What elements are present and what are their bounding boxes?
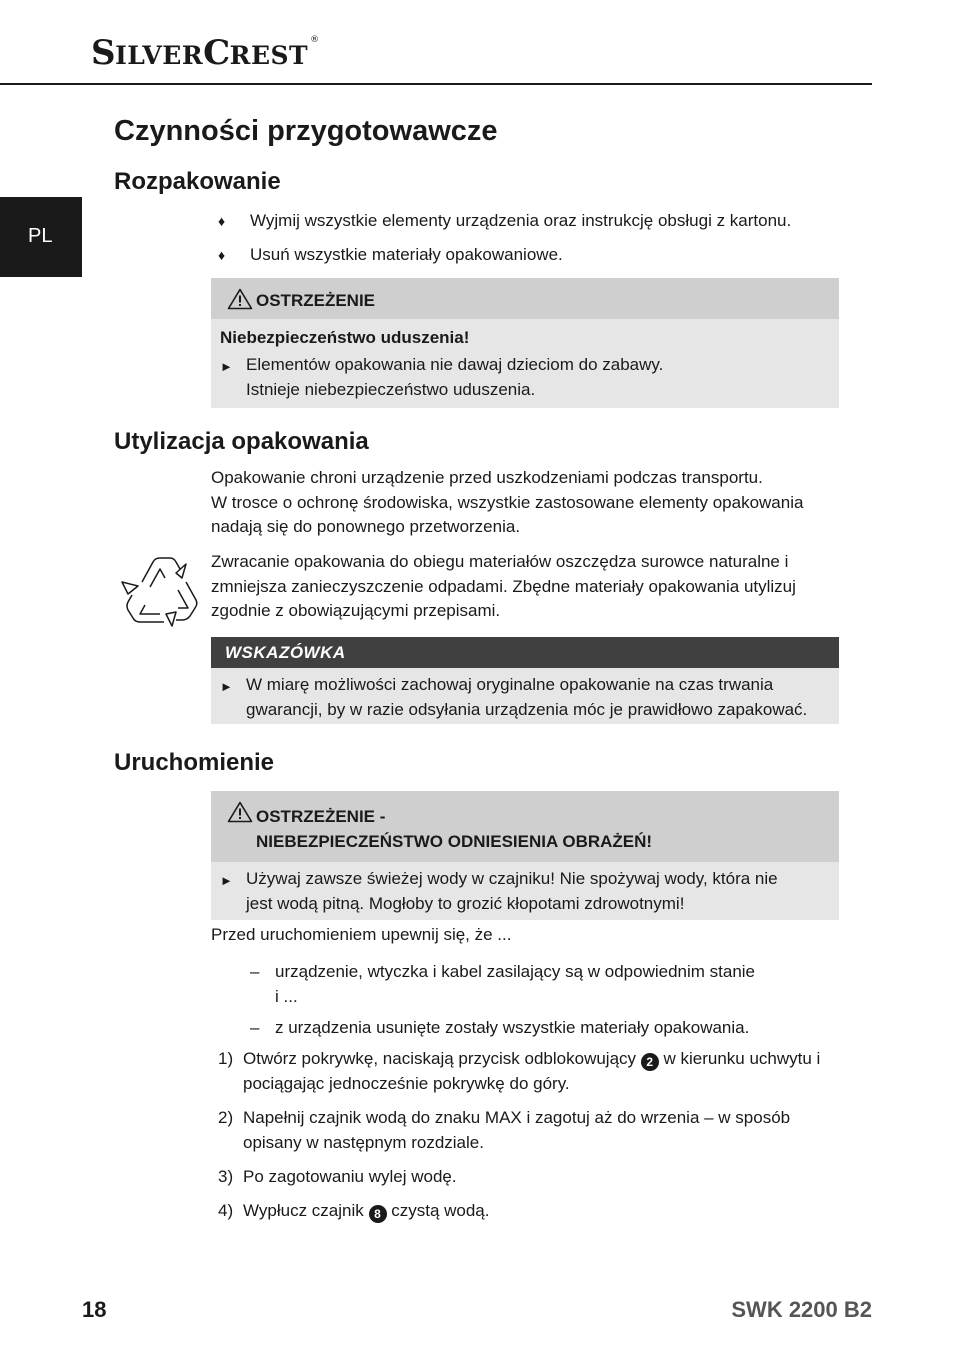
paragraph-line: Opakowanie chroni urządzenie przed uszkodzeniami podczas transportu. xyxy=(211,468,763,487)
step-item xyxy=(218,1105,840,1155)
warning-triangle-icon xyxy=(227,801,253,823)
note-text: W miarę możliwości zachowaj oryginalne opakowanie na czas trwania xyxy=(246,675,774,694)
note-item xyxy=(220,672,829,722)
warning-item xyxy=(220,352,829,402)
warning-triangle-icon xyxy=(227,288,253,310)
warning-text: jest wodą pitną. Mogłoby to grozić kłopotami zdrowotnymi! xyxy=(246,894,685,913)
dash-mark: – xyxy=(250,1018,260,1037)
arrow-right-icon: ► xyxy=(220,679,233,694)
paragraph-line: Zwracanie opakowania do obiegu materiałów oszczędza surowce naturalne i xyxy=(211,552,789,571)
list-item-text: Wyjmij wszystkie elementy urządzenia oraz instrukcję obsługi z kartonu. xyxy=(250,211,792,230)
note-box-header: WSKAZÓWKA xyxy=(211,637,839,668)
recycle-icon xyxy=(120,552,204,630)
step-text: Napełnij czajnik wodą do znaku MAX i zagotuj aż do wrzenia – w sposób xyxy=(243,1108,791,1127)
section-heading-unpacking: Rozpakowanie xyxy=(114,168,281,195)
warning-box-body xyxy=(211,319,839,408)
step-number: 2) xyxy=(218,1108,234,1127)
checklist-text: urządzenie, wtyczka i kabel zasilający są w odpowiednim stanie xyxy=(275,962,756,981)
note-box xyxy=(211,637,839,724)
paragraph-line: zmniejsza zanieczyszczenie odpadami. Zbędne materiały opakowania utylizuj xyxy=(211,576,796,596)
logo-text: C xyxy=(203,33,230,73)
page-title: Czynności przygotowawcze xyxy=(114,115,498,147)
part-ref-badge: 2 xyxy=(641,1053,659,1071)
list-item xyxy=(218,245,563,265)
warning-box-header xyxy=(211,278,839,319)
logo-text: ILVER xyxy=(115,41,204,70)
language-tab xyxy=(0,197,82,277)
model-number: SWK 2200 B2 xyxy=(731,1297,872,1322)
bullet-diamond-icon: ♦ xyxy=(218,247,226,263)
warning-text: Istnieje niebezpieczeństwo uduszenia. xyxy=(246,380,536,399)
warning-label: OSTRZEŻENIE xyxy=(256,291,376,310)
checklist-text: z urządzenia usunięte zostały wszystkie materiały opakowania. xyxy=(275,1018,750,1037)
step-text: pociągając jednocześnie pokrywkę do góry. xyxy=(243,1074,570,1093)
step-number: 4) xyxy=(218,1201,234,1220)
warning-text: Używaj zawsze świeżej wody w czajniku! Nie spożywaj wody, która nie xyxy=(246,869,778,888)
silvercrest-logo xyxy=(91,33,319,73)
step-text: czystą wodą. xyxy=(386,1201,490,1220)
step-text: Po zagotowaniu wylej wodę. xyxy=(243,1167,457,1186)
checklist-item xyxy=(250,1015,810,1040)
step-text: w kierunku uchwytu i xyxy=(658,1049,821,1068)
paragraph-line: nadają się do ponownego przetworzenia. xyxy=(211,517,521,536)
logo-text: S xyxy=(91,33,116,73)
header-rule xyxy=(0,83,872,85)
step-number: 3) xyxy=(218,1167,234,1186)
warning-item xyxy=(220,866,829,916)
step-item xyxy=(218,1198,840,1223)
note-text: gwarancji, by w razie odsyłania urządzenia móc je prawidłowo zapakować. xyxy=(246,700,808,719)
disposal-paragraph-2 xyxy=(211,550,841,624)
warning-label: NIEBEZPIECZEŃSTWO ODNIESIENIA OBRAŻEŃ! xyxy=(256,832,653,851)
paragraph-line: zgodnie z obowiązującymi przepisami. xyxy=(211,601,501,620)
step-text: opisany w następnym rozdziale. xyxy=(243,1133,484,1152)
note-box-body xyxy=(211,668,839,724)
step-item xyxy=(218,1164,840,1189)
step-text: Otwórz pokrywkę, naciskają przycisk odblokowujący xyxy=(243,1049,641,1068)
list-item-text: Usuń wszystkie materiały opakowaniowe. xyxy=(250,245,563,264)
checklist-item xyxy=(250,959,810,1009)
paragraph-line: W trosce o ochronę środowiska, wszystkie zastosowane elementy opakowania xyxy=(211,492,804,512)
page-number: 18 xyxy=(82,1297,107,1322)
list-item xyxy=(218,211,791,231)
logo-text: REST xyxy=(229,41,309,70)
dash-mark: – xyxy=(250,962,260,981)
disposal-paragraph-1 xyxy=(211,466,841,540)
warning-box-suffocation xyxy=(211,278,839,408)
warning-text: Elementów opakowania nie dawaj dzieciom do zabawy. xyxy=(246,355,664,374)
step-number: 1) xyxy=(218,1049,234,1068)
arrow-right-icon: ► xyxy=(220,359,233,374)
warning-label: OSTRZEŻENIE - xyxy=(256,807,386,826)
section-heading-disposal: Utylizacja opakowania xyxy=(114,428,369,455)
step-item xyxy=(218,1046,840,1096)
startup-intro: Przed uruchomieniem upewnij się, że ... xyxy=(211,925,512,944)
warning-box-injury xyxy=(211,791,839,920)
warning-box-header xyxy=(211,791,839,862)
warning-subheading: Niebezpieczeństwo uduszenia! xyxy=(220,328,470,347)
language-code: PL xyxy=(28,225,53,247)
registered-mark: ® xyxy=(310,35,319,45)
arrow-right-icon: ► xyxy=(220,873,233,888)
bullet-diamond-icon: ♦ xyxy=(218,213,226,229)
step-text: Wypłucz czajnik xyxy=(243,1201,369,1220)
warning-box-body xyxy=(211,862,839,920)
section-heading-startup: Uruchomienie xyxy=(114,749,275,776)
checklist-text: i ... xyxy=(275,987,298,1006)
part-ref-badge: 8 xyxy=(369,1205,387,1223)
